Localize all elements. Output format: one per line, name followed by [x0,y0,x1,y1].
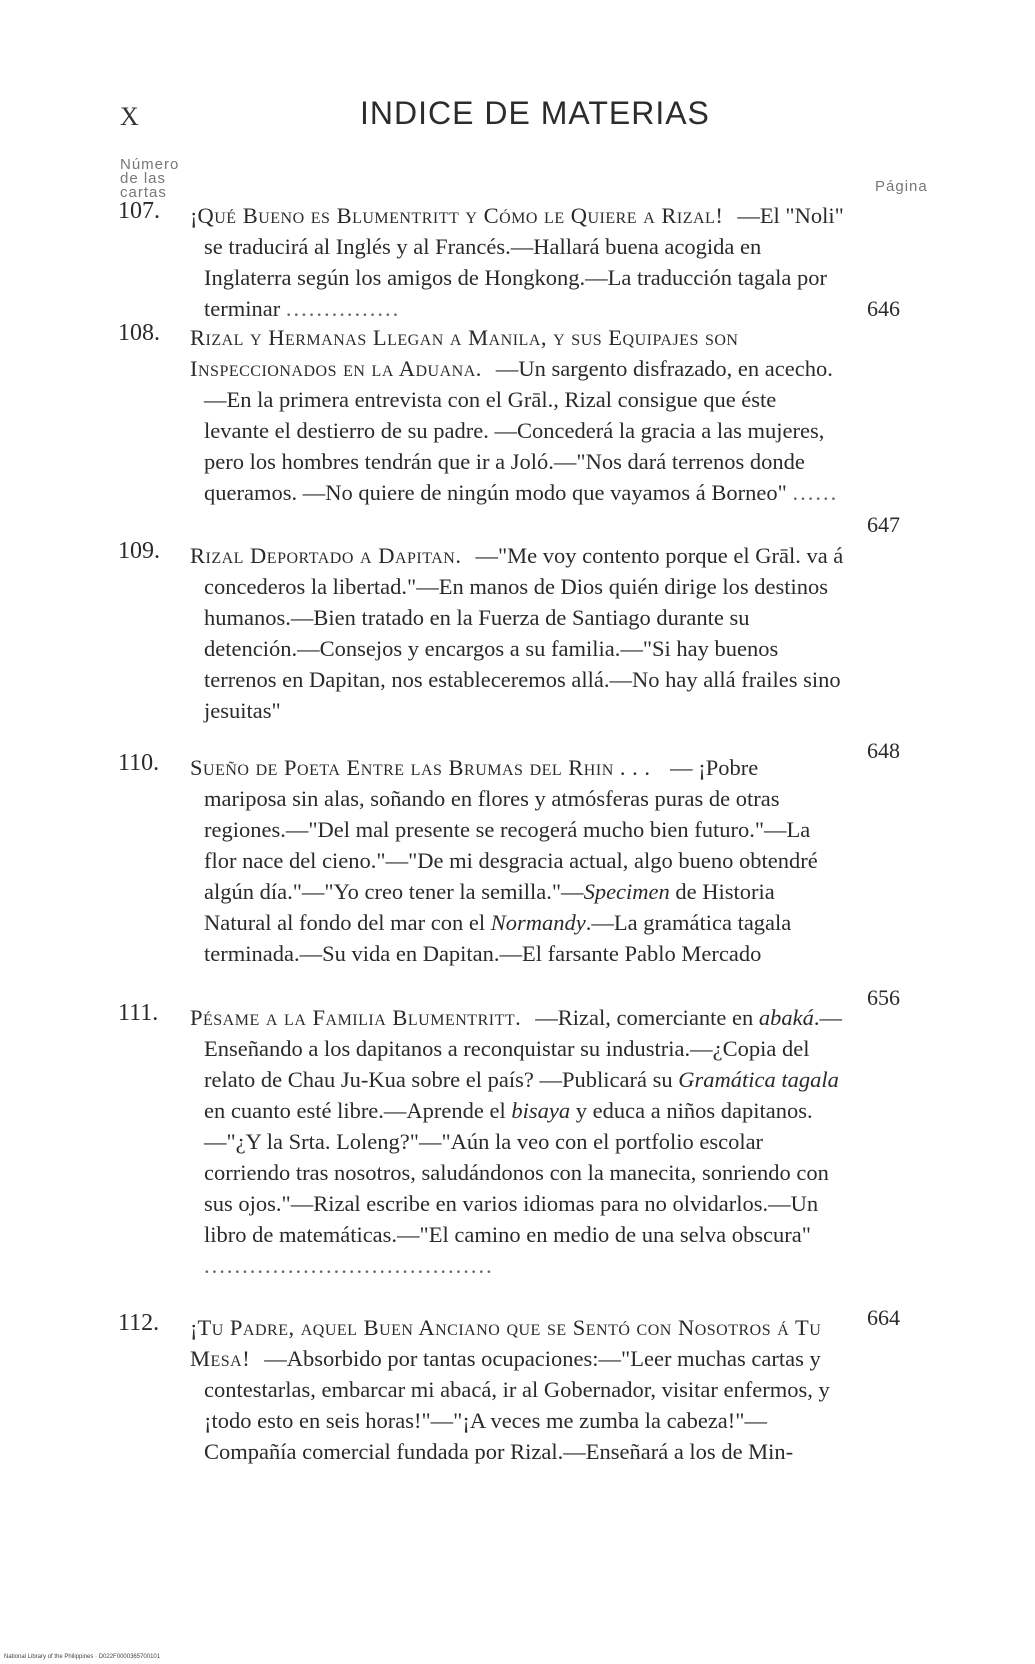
entry-body: —Absorbido por tantas ocupaciones:—"Leer muchas cartas y contestarlas, embarcar mi abacá, ir al Gobernador, visitar enfermos, y ¡todo esto en seis horas!"—"¡A veces me zumba la cabeza!"—Compañía comercial fundada por Rizal.—Enseñará a los de Min- [204,1346,830,1464]
entry-text: ¡Tu Padre, aquel Buen Anciano que se Sentó con Nosotros á Tu Mesa! —Absorbido por tantas ocupaciones:—"Leer muchas cartas y contestarlas, embarcar mi abacá, ir al Gobernador, visitar enfermos, y ¡todo esto en seis horas!"—"¡A veces me zumba la cabeza!"—Compañía comercial fundada por Rizal.—Enseñará a los de Min- [190,1315,830,1464]
entry-heading: Qué Bueno es Blumentritt y Cómo le Quiere a Rizal! [197,203,724,228]
entry-heading: Tu Padre, aquel Buen Anciano que se Sentó con Nosotros á Tu Mesa! [190,1315,822,1371]
leader-dots: ...................................... [204,1253,494,1278]
column-label-page: Página [875,178,928,195]
entry-text [190,322,844,508]
entry-page: 646 [867,296,900,321]
entry-text: Sueño de Poeta Entre las Brumas del Rhin . . . — ¡Pobre mariposa sin alas, soñando en flores y atmósferas puras de otras regiones.—"Del mal presente se recogerá mucho bien futuro."—La flor nace del cieno."—"De mi desgracia actual, algo bueno obtendré algún día."—"Yo creo tener la semilla."—Specimen de Historia Natural al fondo del mar con el Normandy.—La gramática tagala terminada.—Su vida en Dapitan.—El farsante Pablo Mercado [190,755,818,966]
entry-number: 108. [118,320,160,346]
entry-number: 110. [118,750,160,776]
entry-page: 647 [867,512,900,537]
entry-number: 111. [118,1000,159,1026]
column-label-letter-number: Número de las cartas [120,156,180,201]
entry-heading: Rizal Deportado a Dapitan. [190,543,462,568]
entry-heading: Rizal y Hermanas Llegan a Manila, y sus Equipajes son Inspeccionados en la Aduana. [190,325,739,381]
entry-heading: Pésame a la Familia Blumentritt. [190,1005,522,1030]
entry-page: 664 [867,1305,900,1330]
entry-body: —Un sargento disfrazado, en acecho.—En la primera entrevista con el Grāl., Rizal consigue que éste levante el destierro de su padre. —Concederá la gracia a las mujeres, pero los hombres tendrán que ir a Joló.—"Nos dará terrenos donde queramos. —No quiere de ningún modo que vayamos á Borneo" [204,356,833,505]
entry-text: Pésame a la Familia Blumentritt. —Rizal, comerciante en abaká.—Enseñando a los dapitanos a reconquistar su industria.—¿Copia del relato de Chau Ju-Kua sobre el país? —Publicará su Gramática tagala en cuanto esté libre.—Aprende el bisaya y educa a niños dapitanos.—"¿Y la Srta. Loleng?"—"Aún la veo con el portfolio escolar corriendo tras nosotros, saludándonos con la manecita, sonriendo con sus ojos."—Rizal escribe en varios idiomas para no olvidarlos.—Un libro de matemáticas.—"El camino en medio de una selva obscura" ...................................... [190,1005,843,1278]
entry-body: —"Me voy contento porque el Grāl. va á concederos la libertad."—En manos de Dios quién dirige los destinos humanos.—Bien tratado en la Fuerza de Santiago durante su detención.—Consejos y encargos a su familia.—"Si hay buenos terrenos en Dapitan, nos estableceremos allá.—No hay allá frailes sino jesuitas" [204,543,844,723]
page-number: X [120,102,139,131]
entry-page: 648 [867,738,900,763]
entry-text [190,540,844,726]
leader-dots: ...... [792,480,839,505]
leader-dots: ............... [285,296,401,321]
entry-number: 107. [118,198,160,224]
page-title: INDICE DE MATERIAS [360,95,710,131]
entry-body: —El "Noli" se traducirá al Inglés y al Francés.—Hallará buena acogida en Inglaterra según los amigos de Hongkong.—La traducción tagala por terminar [204,203,844,321]
entry-heading: Sueño de Poeta Entre las Brumas del Rhin . . . [190,755,651,780]
scan-footer: National Library of the Philippines · D022F0000365700101 [4,1654,161,1660]
entry-page: 656 [867,985,900,1010]
entry-number: 112. [118,1310,160,1336]
entry-text: ¡Qué Bueno es Blumentritt y Cómo le Quiere a Rizal! —El "Noli" se traducirá al Inglés y al Francés.—Hallará buena acogida en Inglaterra según los amigos de Hongkong.—La traducción tagala por terminar ............... [190,203,844,321]
entry-number: 109. [118,538,160,564]
